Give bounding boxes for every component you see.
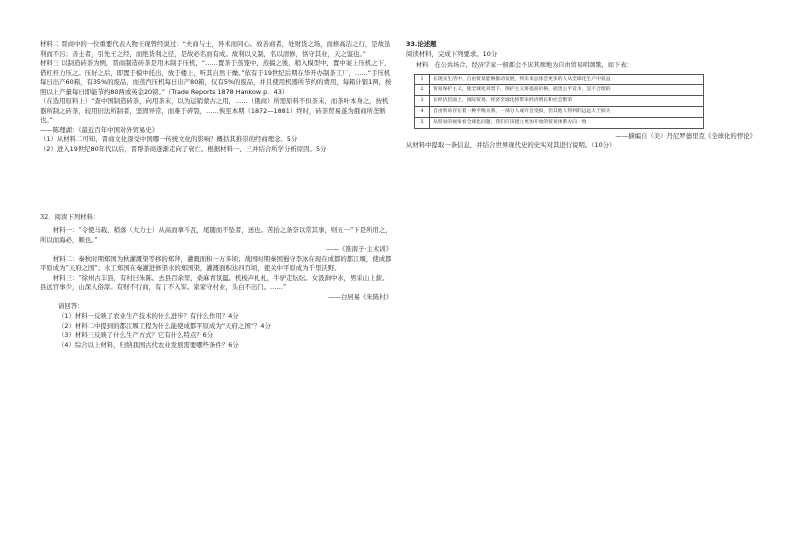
economist-views-table (414, 74, 704, 129)
material-three-paragraph: 材料三 以制造砖茶为例，晋商制造砖茶是用木制手压机，“……置茶于蒸笼中，蒸搞之後，稍入模型中，置中案上压机之下，借杠杆力压之。压好之后，即置于模中托出，放于楼上，听其自然干燥。”依有于19世纪后期在华开办制茶工厂，……“手压机每日出产60箱，有35%的废品，而蒸汽压机每日出产80箱，仅有5%的废品，并且使用机器所节约的费用，每箱计银1两，按照以上产量每日即能节约80两或英金20镑。”（Trade Reports 1878 Hankow p．43） (40, 59, 392, 96)
question-33-intro: 阅读材料，完成下列要求。10分 (406, 49, 498, 58)
q32-subquestion-4: （4）综合以上材料，归纳我国古代农业发展需要哪些条件？6分 (58, 340, 239, 349)
question-2: （2）进入19世纪80年代以后，晋帮茶商逐渐走向了衰亡。根据材料一、三并结合所学分析原因。5分 (40, 145, 327, 154)
q32-material-one: 材料一：“令使马载、稍落（大力士）从高而拿斗瓦，尾随而不坠者，送也。苦抬之条奈以常其事，则五一“下是所用之，所以而海必，顺也。” (40, 226, 392, 244)
question-33-title: 33.论述题 (406, 40, 437, 48)
q32-subquestion-1: （1）材料一反映了农业生产技术的什么进步？有什么作用？4分 (58, 312, 239, 321)
row-number: 4 (415, 107, 430, 118)
row-text: 自由贸易存在着一种平衡关系，一部分人或许会受损，但其他人得到的远远大于损失 (430, 107, 704, 118)
row-text: 贸易保护主义，使全球化背景下，保护主义将提高价格，损害公平竞争，是不合理的 (430, 85, 704, 96)
material-table-heading: 材料 在公共场合，经济学家一般都会不厌其烦地为自由贸易唱颂歌，如下表： (416, 62, 633, 70)
right-column (406, 40, 756, 151)
question-1: （1）从材料二可知，晋商文化深受中国哪一传统文化的影响？概括其推崇的经商理念。5分 (40, 135, 298, 144)
answer-prompt: 请回答： (58, 302, 84, 311)
row-number: 5 (415, 117, 430, 128)
row-number: 3 (415, 96, 430, 107)
q32-subquestion-3: （3）材料三反映了什么生产方式？它有什么特点？6分 (58, 331, 214, 340)
question-33-source: ——摘编自（美）丹尼罗德里克《全球化的悖论》 (615, 131, 756, 140)
q32-material-two: 材料二：秦秋时期郑国为秋灌溉渠等移的郑拜，灌溉面积一万多顷；战国时期秦国蜀守李冰在现在成都的都江堰，使成都平原成为“天府之国”；水工郑国在秦灌进修渠水的郑国渠，灌溉面积达四百顷，使关中平原成为千里沃野。 (40, 254, 392, 273)
row-number: 1 (415, 74, 430, 85)
table-row (415, 107, 704, 118)
table-row (415, 117, 704, 128)
table-row (415, 85, 704, 96)
row-text: 在现实生活中，自由贸易能够推动发展，到未来总体会更多的人从全球化生产中获益 (430, 74, 704, 85)
material-three-continued: （在选用原料上）“查中国制造砖茶，向用茶末，以为运销蒙古之用，……（俄商）所需原料不但茶末，而茶叶本身之，按机器所制之砖茶，较用旧法所制者，坚固异常，而难于碎裂，……俟至本期（1872—1881）终时，砖茶贸易遂为俄商所垄断也。” (40, 97, 389, 125)
q32-material-three: 材料三：“徐州古丰县，有村曰朱陈。去县百余里，桑麻青氛氲。机梭声札札，牛驴走纭纭。女汲涧中水，男采山上薪。县远官事少，山深人俗淳。有财不行商，有丁不入军。家家守村业，头白不出门。……” (40, 273, 389, 292)
question-32-title: 32．阅读下列材料： (40, 212, 100, 221)
material-three-source: ——陈理湖：《最近百年中国对外贸易史》 (40, 125, 159, 134)
table-row (415, 96, 704, 107)
question-32-block (40, 213, 392, 351)
material-two-paragraph: 材料二 晋商中的一位重要代表人物王现曾经说过：“夫商与士，异术而同心。故善商者，处财货之场，而修高洁之行，是故虽利而不污；善士者，引先王之经，而绝货利之径，是故必名而有成。故利以义制，名以清修，恪守其业，天之鉴也。” (40, 40, 391, 58)
left-column (40, 40, 392, 350)
q32-material-three-source: ——白居易《朱陈村》 (328, 292, 392, 301)
q32-subquestion-2: （2）材料二中提到的都江堰工程为什么能使成都平原成为“天府之国”？4分 (58, 321, 271, 330)
q32-material-one-source: ——《淮南子·主术训》 (326, 245, 392, 254)
question-33-prompt: 从材料中提取一条信息，并结合世界现代史的史实对其进行说明。（10分） (406, 141, 616, 150)
row-text: 从贸易的视角看全球化问题，我们应该建立更加开放的贸易体系方向一致 (430, 117, 704, 128)
table-row (415, 74, 704, 85)
row-number: 2 (415, 85, 430, 96)
row-text: 在经济层面上，国际贸易、经济全球化将带来经济增长和社会繁荣 (430, 96, 704, 107)
